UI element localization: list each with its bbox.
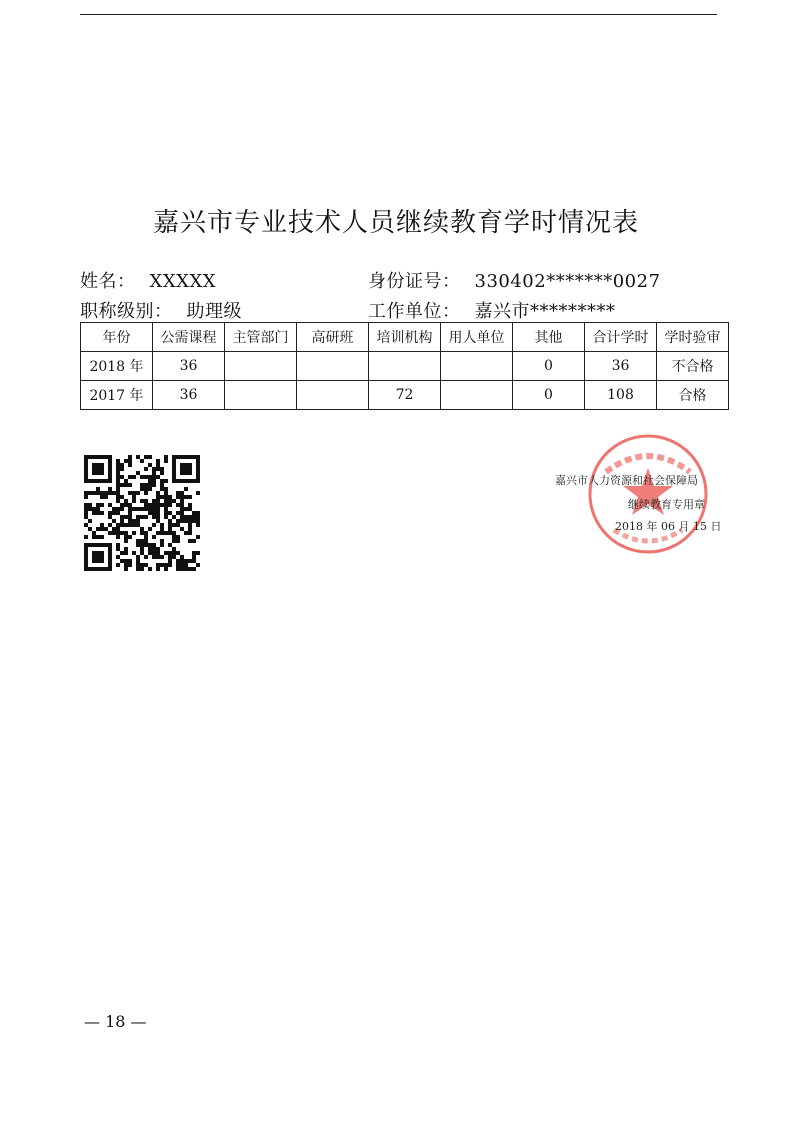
table-row bbox=[81, 352, 729, 381]
qr-code-icon bbox=[84, 455, 200, 571]
column-header: 公需课程 bbox=[153, 323, 225, 352]
column-header: 用人单位 bbox=[441, 323, 513, 352]
page-number: — 18 — bbox=[84, 1012, 147, 1031]
table-cell: 36 bbox=[153, 352, 225, 381]
header-rule bbox=[80, 14, 717, 15]
table-cell: 36 bbox=[585, 352, 657, 381]
table-cell bbox=[441, 352, 513, 381]
table-row bbox=[81, 381, 729, 410]
id-value: 330402*******0027 bbox=[474, 271, 661, 292]
page-title: 嘉兴市专业技术人员继续教育学时情况表 bbox=[152, 208, 639, 238]
table-cell bbox=[297, 352, 369, 381]
id-row bbox=[368, 267, 661, 293]
name-row bbox=[80, 267, 216, 293]
table-cell: 2017 年 bbox=[81, 381, 153, 410]
table-cell: 0 bbox=[513, 352, 585, 381]
table-cell: 0 bbox=[513, 381, 585, 410]
name-label: 姓名： bbox=[80, 271, 136, 292]
column-header: 主管部门 bbox=[225, 323, 297, 352]
table-cell: 36 bbox=[153, 381, 225, 410]
column-header: 其他 bbox=[513, 323, 585, 352]
table-cell: 合格 bbox=[657, 381, 729, 410]
id-label: 身份证号： bbox=[368, 271, 461, 292]
table-cell: 72 bbox=[369, 381, 441, 410]
rank-value: 助理级 bbox=[186, 301, 242, 322]
table-cell: 108 bbox=[585, 381, 657, 410]
column-header: 培训机构 bbox=[369, 323, 441, 352]
table-cell bbox=[441, 381, 513, 410]
column-header: 合计学时 bbox=[585, 323, 657, 352]
employer-row bbox=[368, 297, 616, 323]
hours-table bbox=[80, 322, 729, 410]
column-header: 学时验审 bbox=[657, 323, 729, 352]
table-header-row bbox=[81, 323, 729, 352]
table-cell: 不合格 bbox=[657, 352, 729, 381]
rank-label: 职称级别： bbox=[80, 301, 173, 322]
table-cell bbox=[225, 381, 297, 410]
employer-label: 工作单位： bbox=[368, 301, 461, 322]
rank-row bbox=[80, 297, 242, 323]
table-cell bbox=[297, 381, 369, 410]
employer-value: 嘉兴市********* bbox=[474, 301, 616, 322]
stamp-date: 2018 年 06 月 15 日 bbox=[615, 520, 722, 533]
table-cell: 2018 年 bbox=[81, 352, 153, 381]
name-value: XXXXX bbox=[149, 271, 217, 292]
stamp-authority-text: 嘉兴市人力资源和社会保障局 bbox=[555, 474, 698, 487]
column-header: 高研班 bbox=[297, 323, 369, 352]
table-cell bbox=[225, 352, 297, 381]
stamp-seal-name-text: 继续教育专用章 bbox=[628, 498, 705, 511]
column-header: 年份 bbox=[81, 323, 153, 352]
table-cell bbox=[369, 352, 441, 381]
